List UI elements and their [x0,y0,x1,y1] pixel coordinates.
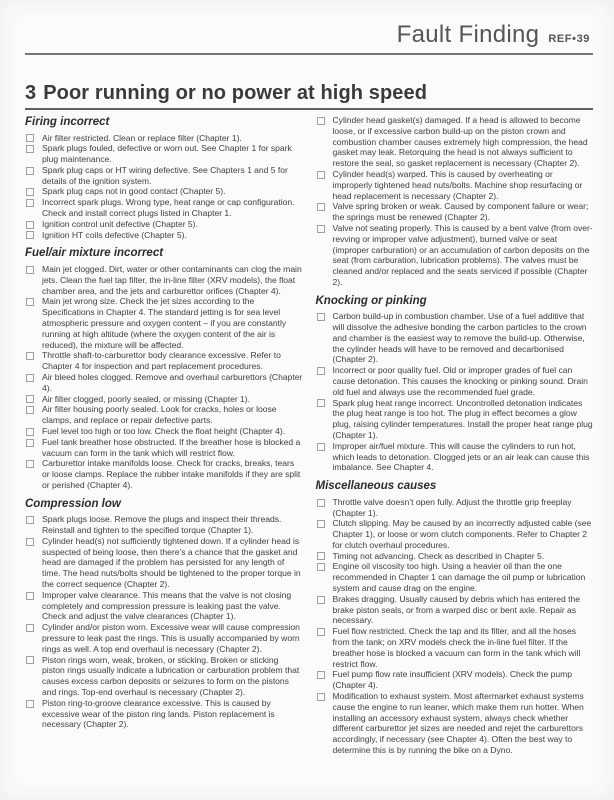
fault-item [316,169,595,201]
checkbox-icon [26,406,34,414]
fault-item-text: Spark plugs fouled, defective or worn out. See Chapter 1 for spark plug maintenance. [42,143,292,165]
fault-item [316,669,595,691]
fault-item-text: Cylinder head gasket(s) damaged. If a head is allowed to become loose, or if excessive carbon build-up on the piston crown and combustion chamber causes extremely high compression, the head gasket may leak. Retorquing the head is not always sufficient to restore the seal, so gasket replacement is necessary (Chapter 2). [332,115,588,169]
checkbox-icon [317,596,325,604]
checkbox-icon [26,439,34,447]
fault-item [25,426,304,437]
fault-section [25,116,304,240]
checkbox-icon [26,428,34,436]
checkbox-icon [317,552,325,560]
checkbox-icon [317,399,325,407]
checkbox-icon [317,499,325,507]
section-title-rule [25,108,593,110]
fault-category-heading: Compression low [25,497,121,510]
fault-item-text: Modification to exhaust system. Most aftermarket exhaust systems cause the engine to run leaner, which make them run hotter. When installing an accessory exhaust system, always check whether different carburettor jet sizes are needed and rejet the carburettors accordingly, if necessary (see Chapter 4). Often the best way to determine this is by running the bike on a Dyno. [332,691,584,756]
checkbox-icon [26,592,34,600]
fault-item [25,296,304,350]
checkbox-icon [26,656,34,664]
checkbox-icon [317,203,325,211]
fault-item [316,223,595,288]
checkbox-icon [317,628,325,636]
fault-item [316,561,595,593]
checkbox-icon [26,145,34,153]
checkbox-icon [26,516,34,524]
fault-item [25,437,304,459]
header-rule [25,53,593,55]
fault-item-text: Piston ring-to-groove clearance excessive. This is caused by excessive wear of the piston ring lands. Piston replacement is necessary (Chapter 2). [42,697,275,730]
fault-section [316,480,595,756]
checkbox-icon [317,117,325,125]
fault-item-text: Incorrect or poor quality fuel. Old or improper grades of fuel can cause detonation. This causes the knocking or pinking sound. Drain old fuel and always use the recommended fuel grade. [332,365,588,397]
fault-item [316,691,595,756]
fault-category-heading: Miscellaneous causes [315,480,437,493]
fault-item [25,133,304,144]
fault-item [25,186,304,197]
page-ref-number: REF•39 [548,33,590,45]
fault-item [316,594,595,626]
fault-item-text: Cylinder and/or piston worn. Excessive wear will cause compression pressure to leak past the rings. This is usually accompanied by worn rings as well. A top end overhaul is necessary (Chapter 2). [42,622,300,654]
checkbox-icon [26,624,34,632]
fault-item [25,514,304,536]
checkbox-icon [317,313,325,321]
checkbox-icon [26,700,34,708]
fault-item-text: Engine oil viscosity too high. Using a heavier oil than the one recommended in Chapter 1 can damage the oil pump or lubrication system and cause drag on the engine. [332,561,586,594]
checkbox-icon [26,538,34,546]
fault-item-text: Valve spring broken or weak. Caused by component failure or wear; the springs must be renewed (Chapter 2). [332,201,589,223]
fault-item [316,398,595,441]
checkbox-icon [317,563,325,571]
fault-item [25,219,304,230]
left-column [25,115,304,756]
fault-category-heading: Firing incorrect [25,116,110,128]
fault-item [25,230,304,241]
checkbox-icon [317,693,325,701]
checkbox-icon [317,367,325,375]
fault-item-text: Spark plug heat range incorrect. Uncontrolled detonation indicates the plug heat range is too hot. The plug in effect becomes a glow plug, raising cylinder temperatures. Install the proper heat range plug (Chapter 1). [332,397,593,441]
fault-category-heading: Knocking or pinking [315,294,427,307]
fault-section [25,247,304,490]
fault-item-text: Cylinder head(s) not sufficiently tightened down. If a cylinder head is suspected of being loose, then there’s a chance that the gasket and head are damaged if the problem has persisted for any length of time. The head nuts/bolts should be tightened to the proper torque in the correct sequence (Chapter 2). [42,535,301,589]
fault-item-text: Main jet wrong size. Check the jet sizes according to the Specifications in Chapter 4. The standard jetting is for sea level atmospheric pressure and oxygen content – if you are constantly running at high altitude (where the oxygen content of the air is reduced), the mixture will be affected. [42,296,287,350]
checkbox-icon [26,374,34,382]
right-column [316,115,595,756]
checkbox-icon [317,671,325,679]
fault-item-text: Air filter housing poorly sealed. Look for cracks, holes or loose clamps, and replace or repair defective parts. [42,404,277,426]
fault-item-text: Spark plug caps not in good contact (Chapter 5). [42,186,226,197]
fault-item-text: Carburettor intake manifolds loose. Check for cracks, breaks, tears or loose clamps. Replace the rubber intake manifolds if they are split or perished (Chapter 4). [42,458,301,490]
fault-section [316,115,595,288]
fault-item [25,165,304,187]
fault-section [25,498,304,730]
fault-item-text: Air bleed holes clogged. Remove and overhaul carburettors (Chapter 4). [42,371,303,393]
section-number: 3 [25,82,37,104]
fault-item [25,404,304,426]
fault-item [316,365,595,397]
checkbox-icon [26,188,34,196]
fault-item-text: Spark plug caps or HT wiring defective. See Chapters 1 and 5 for details of the ignition system. [42,164,288,186]
fault-item [316,311,595,365]
fault-item [25,350,304,372]
fault-item-text: Timing not advancing. Check as described in Chapter 5. [332,550,545,561]
section-title-text: Poor running or no power at high speed [43,82,428,104]
fault-item-text: Throttle valve doesn’t open fully. Adjust the throttle grip freeplay (Chapter 1). [332,496,572,518]
fault-item-text: Fuel tank breather hose obstructed. If the breather hose is blocked a vacuum can form in the tank which will restrict flow. [42,436,301,458]
fault-item-text: Fuel pump flow rate insufficient (XRV models). Check the pump (Chapter 4). [332,669,573,691]
fault-item [25,143,304,165]
checkbox-icon [317,225,325,233]
fault-item [316,201,595,223]
fault-item-text: Valve not seating properly. This is caused by a bent valve (from over-revving or improper valve adjustment), burned valve or seat (improper carburation) or an accumulation of carbon deposits on the seat (from carburation, lubrication problems). The valves must be cleaned and/or replaced and the seats serviced if possible (Chapter 2). [332,222,593,287]
fault-item [25,655,304,698]
checkbox-icon [317,443,325,451]
fault-item [316,115,595,169]
checkbox-icon [26,266,34,274]
fault-item [316,497,595,519]
checkbox-icon [317,171,325,179]
fault-item [25,372,304,394]
checkbox-icon [317,520,325,528]
fault-section [316,295,595,473]
fault-item [316,626,595,669]
page-header [25,22,594,48]
fault-item-text: Carbon build-up in combustion chamber. Use of a fuel additive that will dissolve the adhesive bonding the carbon particles to the crown and chamber is the easiest way to remove the build-up. Otherwise, the cylinder heads will have to be removed and decarbonised (Chapter 2). [332,311,587,365]
fault-item-text: Cylinder head(s) warped. This is caused by overheating or improperly tightened head nuts/bolts. Machine shop resurfacing or head replacement is necessary (Chapter 2). [332,168,583,201]
checkbox-icon [26,221,34,229]
fault-item [25,622,304,654]
checkbox-icon [26,298,34,306]
fault-item-text: Air filter restricted. Clean or replace filter (Chapter 1). [42,132,242,143]
fault-item [25,197,304,219]
fault-item-text: Clutch slipping. May be caused by an incorrectly adjusted cable (see Chapter 1), or loose or worn clutch components. Refer to Chapter 2 for clutch overhaul procedures. [332,518,592,550]
fault-category-heading: Fuel/air mixture incorrect [25,247,164,260]
fault-item [25,264,304,296]
fault-item-text: Improper valve clearance. This means that the valve is not closing completely and compression pressure is leaking past the valve. Check and adjust the valve clearances (Chapter 1). [42,589,292,622]
fault-item [25,458,304,490]
fault-item-text: Throttle shaft-to-carburettor body clearance excessive. Refer to Chapter 4 for inspection and part replacement procedures. [42,350,281,372]
fault-item [25,394,304,405]
checkbox-icon [26,167,34,175]
fault-item-text: Improper air/fuel mixture. This will cause the cylinders to run hot, which leads to detonation. Clogged jets or an air leak can cause this imbalance. See Chapter 4. [332,440,590,473]
checkbox-icon [26,460,34,468]
section-title [25,82,594,104]
two-column-body [25,115,594,756]
checkbox-icon [26,352,34,360]
fault-item-text: Fuel flow restricted. Check the tap and its filter, and all the hoses from the tank; on XRV models check the in-line fuel filter. If the breather hose is blocked a vacuum can form in the tank which will restrict flow. [332,626,581,669]
checkbox-icon [26,199,34,207]
fault-item-text: Main jet clogged. Dirt, water or other contaminants can clog the main jets. Clean the fuel tap filter, the in-line filter (XRV models), the float chamber area, and the jets and carburettor orifices (Chapter 4). [42,263,302,296]
fault-item-text: Fuel level too high or too low. Check the float height (Chapter 4). [42,425,286,436]
fault-item [25,590,304,622]
fault-item-text: Incorrect spark plugs. Wrong type, heat range or cap configuration. Check and install correct plugs listed in Chapter 1. [42,197,295,219]
fault-item-text: Piston rings worn, weak, broken, or sticking. Broken or sticking piston rings usually indicate a lubrication or carburation problem that causes excess carbon deposits or seizures to form on the pistons and rings. Top-end overhaul is necessary (Chapter 2). [42,654,300,697]
fault-item [25,698,304,730]
fault-item-text: Ignition HT coils defective (Chapter 5). [42,229,187,240]
fault-item-text: Ignition control unit defective (Chapter 5). [42,218,198,229]
fault-item [25,536,304,590]
checkbox-icon [26,134,34,142]
fault-item [316,518,595,550]
fault-item-text: Spark plugs loose. Remove the plugs and inspect their threads. Reinstall and tighten to the specified torque (Chapter 1). [42,514,282,535]
fault-item [316,551,595,562]
fault-item-text: Brakes dragging. Usually caused by debris which has entered the brake piston seals, or from a warped disc or bent axle. Repair as necessary. [332,593,580,626]
checkbox-icon [26,231,34,239]
fault-item [316,441,595,473]
checkbox-icon [26,395,34,403]
page-title: Fault Finding [396,21,540,48]
fault-item-text: Air filter clogged, poorly sealed, or missing (Chapter 1). [42,393,250,404]
